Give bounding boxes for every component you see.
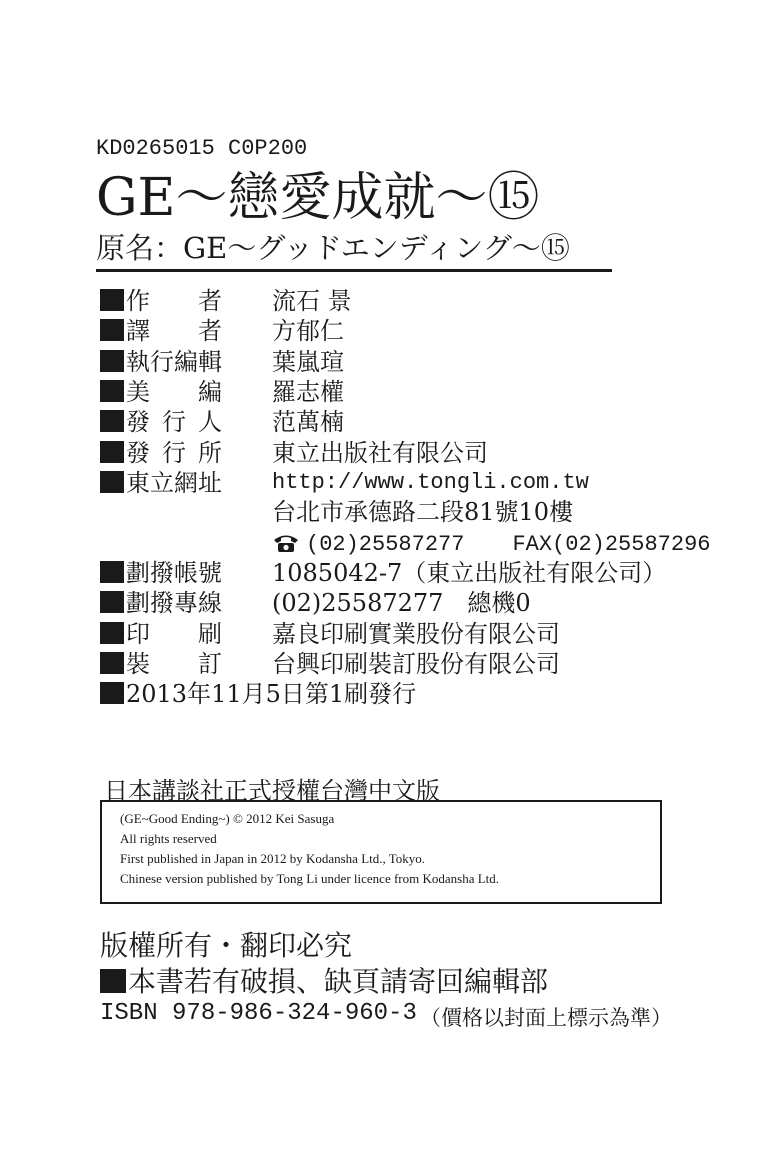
info-label: [100, 649, 270, 679]
license-line: Chinese version published by Tong Li under licence from Kodansha Ltd.: [120, 871, 500, 886]
license-line: First published in Japan in 2012 by Kodansha Ltd., Tokyo.: [120, 851, 426, 866]
info-label-text: 行: [162, 438, 186, 467]
bullet-square-icon: [100, 289, 124, 311]
info-row: [100, 468, 700, 498]
info-label: [100, 619, 270, 649]
info-label-text: 人: [198, 408, 222, 437]
info-value: 流石 景: [272, 287, 352, 315]
info-label-text: 劃撥帳號: [126, 559, 222, 587]
bullet-square-icon: [100, 441, 124, 463]
license-line: All rights reserved: [120, 831, 217, 846]
info-label: [100, 407, 270, 437]
bullet-square-icon: [100, 319, 124, 341]
info-value: (02)25587277 總機0: [272, 589, 531, 618]
telephone-icon: [272, 533, 300, 553]
license-line: (GE~Good Ending~) © 2012 Kei Sasuga: [120, 811, 335, 826]
info-label-text: 裝: [126, 649, 150, 678]
price-note: （價格以封面上標示為準）: [420, 1006, 672, 1030]
info-row: [100, 377, 700, 407]
book-title: GE～戀愛成就～⑮: [96, 168, 540, 228]
info-label-text: 訂: [198, 649, 222, 678]
bullet-square-icon: [100, 652, 124, 674]
info-label-text: 所: [198, 438, 222, 467]
info-value: http://www.tongli.com.tw: [272, 469, 589, 495]
phone-number: (02)25587277: [306, 532, 465, 557]
bullet-square-icon: [100, 969, 126, 993]
info-label-text: 印: [126, 619, 150, 648]
damage-notice-row: [100, 960, 548, 1000]
info-label-text: 東立網址: [126, 468, 222, 497]
contact-row: [100, 527, 711, 557]
info-label-text: 執行編輯: [126, 347, 222, 376]
info-value: 葉嵐瑄: [272, 347, 344, 376]
info-row: [100, 558, 700, 588]
address-text: 台北市承德路二段81號10樓: [272, 498, 574, 526]
info-value: 方郁仁: [272, 317, 344, 346]
info-label: [100, 438, 270, 468]
info-label-text: 行: [162, 408, 186, 437]
bullet-square-icon: [100, 471, 124, 493]
info-row: [100, 286, 700, 316]
info-label: [100, 286, 270, 316]
address-row: [100, 497, 700, 527]
bullet-square-icon: [100, 591, 124, 613]
info-value: 台興印刷裝訂股份有限公司: [272, 649, 560, 678]
info-label: [100, 347, 270, 377]
info-label-text: 刷: [198, 619, 222, 648]
original-title: 原名：GE～グッドエンディング～⑮: [96, 231, 570, 265]
rights-notice: 版權所有・翻印必究: [100, 929, 353, 962]
info-label: [100, 588, 270, 618]
info-label: [100, 468, 270, 498]
info-row: [100, 347, 700, 377]
info-label-text: 發: [126, 438, 150, 467]
info-label: [100, 558, 270, 588]
bullet-square-icon: [100, 380, 124, 402]
bullet-square-icon: [100, 682, 124, 704]
info-label-text: 編: [198, 377, 222, 406]
bullet-square-icon: [100, 350, 124, 372]
info-label-text: 譯: [126, 317, 150, 346]
info-value: 東立出版社有限公司: [272, 438, 488, 467]
info-label-text: 作: [126, 287, 150, 315]
info-value: 范萬楠: [272, 408, 344, 437]
license-box: [100, 800, 662, 904]
bullet-square-icon: [100, 561, 124, 583]
info-label-text: 劃撥專線: [126, 589, 222, 618]
license-heading: 日本講談社正式授權台灣中文版: [104, 777, 440, 805]
fax-number: FAX(02)25587296: [512, 532, 711, 557]
info-row: [100, 649, 700, 679]
info-label-text: 美: [126, 377, 150, 406]
edition-text: 2013年11月5日第1刷發行: [126, 680, 417, 708]
info-row: [100, 619, 700, 649]
title-divider: [96, 269, 612, 272]
edition-row: [100, 679, 700, 709]
info-value: 1085042-7（東立出版社有限公司）: [272, 559, 667, 587]
info-label: [100, 377, 270, 407]
info-row: [100, 438, 700, 468]
info-label: [100, 316, 270, 346]
bullet-square-icon: [100, 410, 124, 432]
info-value: 嘉良印刷實業股份有限公司: [272, 619, 560, 648]
info-label-text: 發: [126, 408, 150, 437]
info-value: 羅志權: [272, 377, 344, 406]
info-label-text: 者: [198, 287, 222, 315]
info-row: [100, 407, 700, 437]
damage-notice: 本書若有破損、缺頁請寄回編輯部: [128, 965, 549, 998]
info-row: [100, 588, 700, 618]
info-row: [100, 316, 700, 346]
product-code: KD0265015 C0P200: [96, 136, 308, 161]
bullet-square-icon: [100, 622, 124, 644]
isbn: ISBN 978-986-324-960-3: [100, 1000, 417, 1027]
info-label-text: 者: [198, 317, 222, 346]
